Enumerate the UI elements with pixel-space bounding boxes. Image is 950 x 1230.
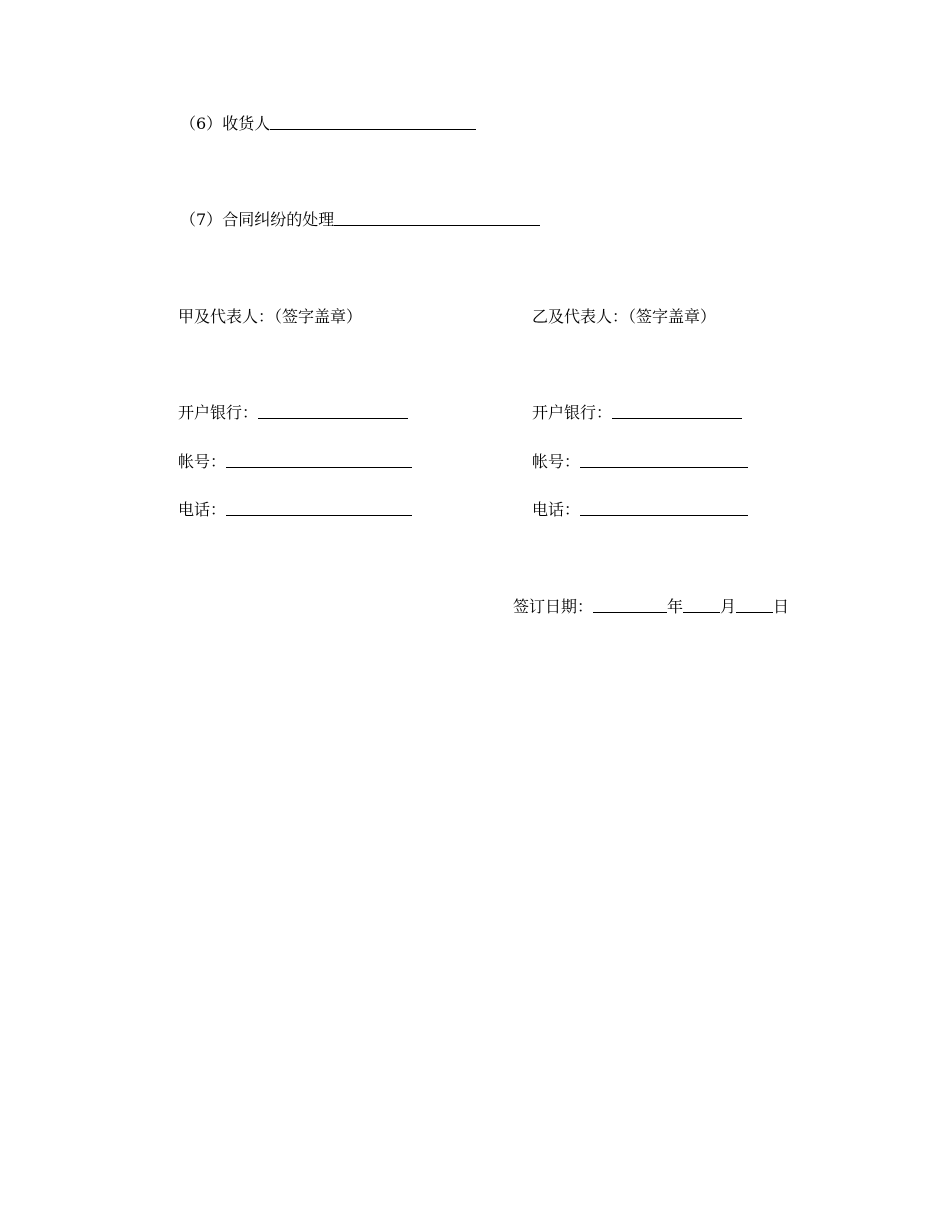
party-a-bank-label: 开户银行： bbox=[178, 403, 259, 422]
party-b-bank-row bbox=[532, 403, 742, 423]
item-7-prefix: （7） bbox=[180, 210, 223, 229]
signing-day-label: 日 bbox=[773, 597, 790, 616]
signing-year-label: 年 bbox=[667, 597, 684, 616]
party-b-phone-blank[interactable] bbox=[580, 514, 748, 516]
party-b-account-label: 帐号： bbox=[532, 452, 581, 471]
signing-month-blank[interactable] bbox=[683, 611, 720, 613]
party-b-bank-label: 开户银行： bbox=[532, 403, 613, 422]
item-6-prefix: （6） bbox=[180, 114, 223, 133]
signing-date-row bbox=[513, 597, 789, 617]
item-6-label: 收货人 bbox=[222, 114, 271, 133]
party-b-phone-label: 电话： bbox=[532, 500, 581, 519]
party-a-phone-row bbox=[178, 500, 412, 520]
signing-year-blank[interactable] bbox=[593, 611, 667, 613]
party-a-bank-row bbox=[178, 403, 408, 423]
party-a-account-row bbox=[178, 452, 412, 472]
item-7-row bbox=[180, 210, 540, 230]
party-a-representative-label: 甲及代表人：（签字盖章） bbox=[178, 307, 363, 326]
party-b-account-row bbox=[532, 452, 748, 472]
item-7-label: 合同纠纷的处理 bbox=[222, 210, 335, 229]
signing-month-label: 月 bbox=[720, 597, 737, 616]
party-b-bank-blank[interactable] bbox=[612, 417, 742, 419]
item-7-blank[interactable] bbox=[334, 224, 540, 226]
party-a-phone-label: 电话： bbox=[178, 500, 227, 519]
item-6-blank[interactable] bbox=[270, 128, 476, 130]
party-b-representative bbox=[532, 307, 716, 327]
party-a-phone-blank[interactable] bbox=[226, 514, 412, 516]
party-b-phone-row bbox=[532, 500, 748, 520]
party-b-account-blank[interactable] bbox=[580, 466, 748, 468]
party-a-bank-blank[interactable] bbox=[258, 417, 408, 419]
party-b-representative-label: 乙及代表人：（签字盖章） bbox=[532, 307, 717, 326]
party-a-account-blank[interactable] bbox=[226, 466, 412, 468]
signing-date-label: 签订日期： bbox=[513, 597, 594, 616]
party-a-representative bbox=[178, 307, 362, 327]
party-a-account-label: 帐号： bbox=[178, 452, 227, 471]
item-6-row bbox=[180, 114, 476, 134]
signing-day-blank[interactable] bbox=[736, 611, 773, 613]
